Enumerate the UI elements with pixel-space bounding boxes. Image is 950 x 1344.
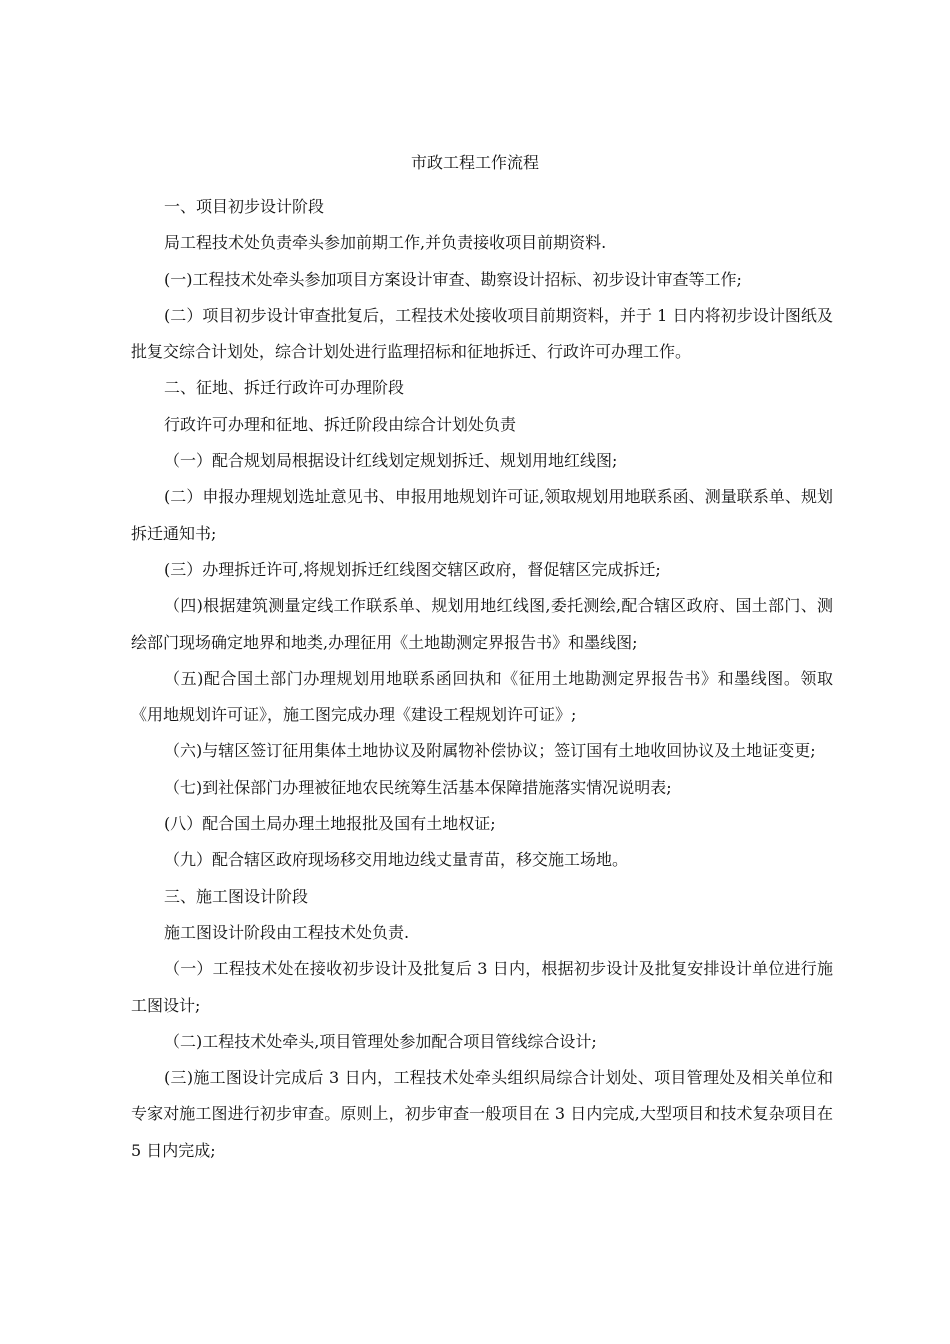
document-title: 市政工程工作流程 [410, 153, 539, 172]
section-heading-2: 二、征地、拆迁行政许可办理阶段 [164, 378, 405, 398]
list-item: （七)到社保部门办理被征地农民统筹生活基本保障措施落实情况说明表; [164, 777, 672, 797]
list-item: （一）工程技术处在接收初步设计及批复后 3 日内，根据初步设计及批复安排设计单位进行施工图设计; [131, 959, 833, 1015]
list-item: (二）申报办理规划选址意见书、申报用地规划许可证,领取规划用地联系函、测量联系单、规划拆迁通知书; [131, 487, 833, 543]
document-body [131, 189, 833, 1169]
list-item: （二)工程技术处牵头,项目管理处参加配合项目管线综合设计; [164, 1031, 597, 1051]
list-item: （六)与辖区签订征用集体土地协议及附属物补偿协议；签订国有土地收回协议及土地证变更; [164, 741, 816, 761]
list-item: (一)工程技术处牵头参加项目方案设计审查、勘察设计招标、初步设计审查等工作; [164, 269, 742, 289]
list-item: （九）配合辖区政府现场移交用地边线丈量青苗，移交施工场地。 [164, 850, 629, 870]
list-item: (八）配合国土局办理土地报批及国有土地权证; [164, 814, 496, 834]
list-item: （四)根据建筑测量定线工作联系单、规划用地红线图,委托测绘,配合辖区政府、国土部门、测绘部门现场确定地界和地类,办理征用《土地勘测定界报告书》和墨线图; [131, 596, 833, 652]
list-item: (三)施工图设计完成后 3 日内，工程技术处牵头组织局综合计划处、项目管理处及相关单位和专家对施工图进行初步审查。原则上，初步审查一般项目在 3 日内完成,大型项目和技术复杂项目在 5 日内完成; [131, 1068, 833, 1160]
paragraph: 施工图设计阶段由工程技术处负责. [164, 922, 410, 942]
paragraph: 局工程技术处负责牵头参加前期工作,并负责接收项目前期资料. [164, 233, 607, 253]
list-item: (二）项目初步设计审查批复后，工程技术处接收项目前期资料，并于 1 日内将初步设计图纸及批复交综合计划处，综合计划处进行监理招标和征地拆迁、行政许可办理工作。 [131, 305, 833, 362]
list-item: (三）办理拆迁许可,将规划拆迁红线图交辖区政府，督促辖区完成拆迁; [164, 559, 661, 579]
paragraph: 行政许可办理和征地、拆迁阶段由综合计划处负责 [164, 414, 517, 434]
list-item: （一）配合规划局根据设计红线划定规划拆迁、规划用地红线图; [164, 451, 618, 471]
list-item: （五)配合国土部门办理规划用地联系函回执和《征用土地勘测定界报告书》和墨线图。领取《用地规划许可证》，施工图完成办理《建设工程规划许可证》; [131, 668, 833, 725]
section-heading-1: 一、项目初步设计阶段 [164, 197, 325, 216]
section-heading-3: 三、施工图设计阶段 [164, 886, 309, 906]
